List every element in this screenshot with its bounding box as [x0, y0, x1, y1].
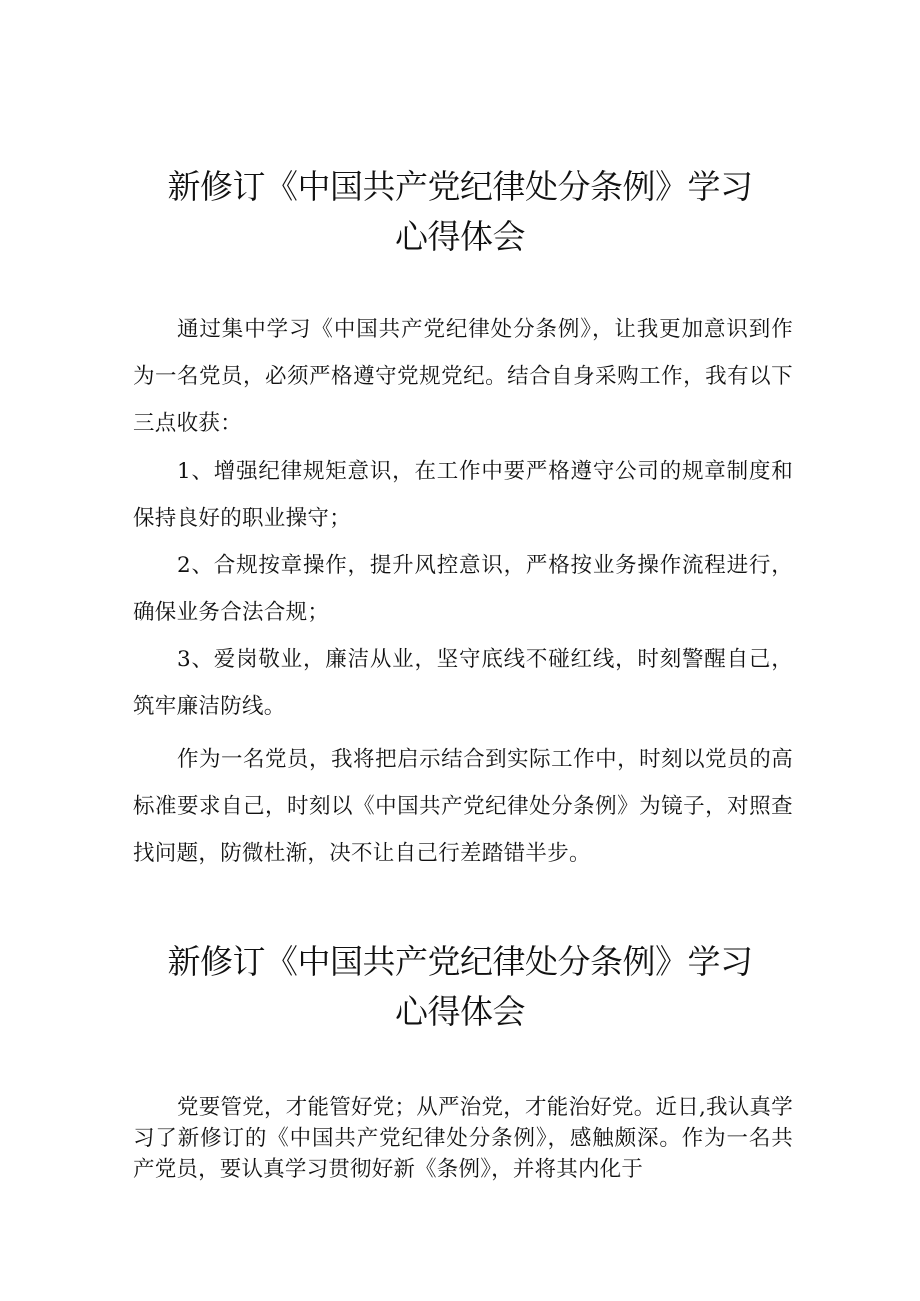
- article-1-title-line-2: 心得体会: [395, 217, 525, 256]
- article-1-title: [0, 162, 920, 262]
- article-2-paragraph-intro: 党要管党，才能管好党；从严治党，才能治好党。近日,我认真学习了新修订的《中国共产党纪律处分条例》，感触颇深。作为一名共产党员，要认真学习贯彻好新《条例》，并将其内化于: [133, 1095, 793, 1182]
- article-1-paragraph-conclusion: 作为一名党员，我将把启示结合到实际工作中，时刻以党员的高标准要求自己，时刻以《中国共产党纪律处分条例》为镜子，对照查找问题，防微杜渐，决不让自己行差踏错半步。: [133, 747, 793, 866]
- article-1-paragraph-point-1: 1、增强纪律规矩意识，在工作中要严格遵守公司的规章制度和保持良好的职业操守；: [133, 459, 793, 531]
- article-1-paragraph-intro: 通过集中学习《中国共产党纪律处分条例》，让我更加意识到作为一名党员，必须严格遵守党规党纪。结合自身采购工作，我有以下三点收获：: [133, 317, 793, 436]
- article-1-title-line-1: 新修订《中国共产党纪律处分条例》学习: [167, 167, 753, 206]
- article-2-title: [0, 937, 920, 1037]
- article-2-title-line-2: 心得体会: [395, 992, 525, 1031]
- article-2-title-line-1: 新修订《中国共产党纪律处分条例》学习: [167, 942, 753, 981]
- article-1-paragraph-point-3: 3、爱岗敬业，廉洁从业，坚守底线不碰红线，时刻警醒自己，筑牢廉洁防线。: [133, 647, 793, 719]
- article-1-paragraph-point-2: 2、合规按章操作，提升风控意识，严格按业务操作流程进行，确保业务合法合规；: [133, 553, 793, 625]
